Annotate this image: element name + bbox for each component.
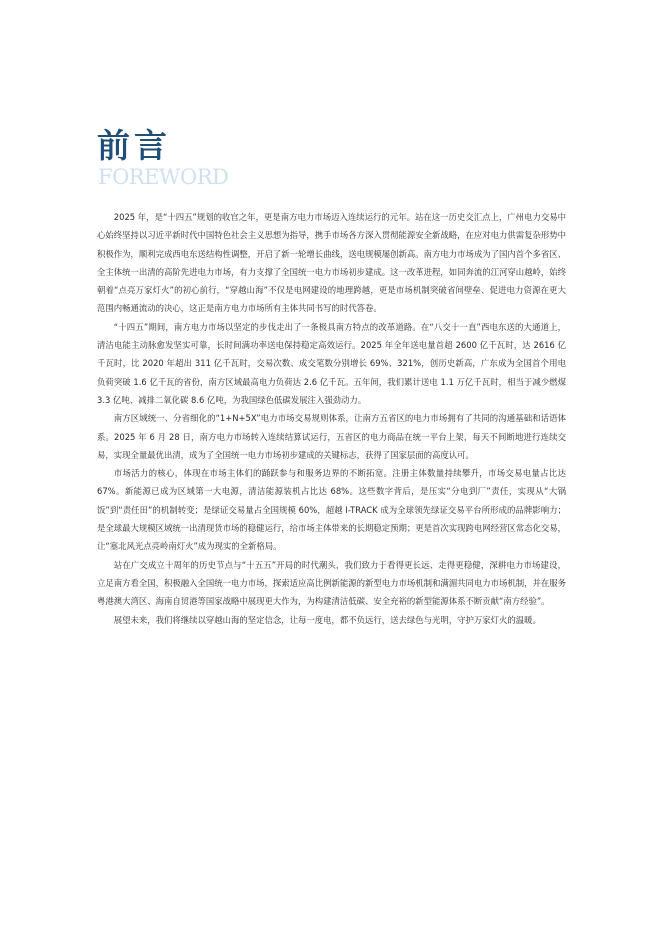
paragraph: “十四五”期间，南方电力市场以坚定的步伐走出了一条极具南方特点的改革道路。在“八交十一直”西电东送的大通道上，清洁电能主动脉愈发坚实可靠，长时间满功率送电保持稳定高效运行。2025 年全年送电量首超 2600 亿千瓦时，达 2616 亿千瓦时，比 2020 年超出 311 亿千瓦时，交易次数、成交笔数分别增长 69%、321%，创历史新高，广东成为全国首个用电负荷突破 1.6 亿千瓦的省份，南方区域最高电力负荷达 2.6 亿千瓦。五年间，我们累计送电 1.1 万亿千瓦时，相当于减少燃煤 3.3 亿吨、减排二氧化碳 8.6 亿吨，为我国绿色低碳发展注入强劲动力。 xyxy=(97,321,566,405)
paragraph: 南方区域统一、分省细化的“1+N+5X”电力市场交易规则体系，让南方五省区的电力市场拥有了共同的沟通基础和话语体系。2025 年 6 月 28 日，南方电力市场转入连续结算试运行，五省区的电力商品在统一平台上架，每天不间断地进行连续交易，实现全量最优出清，成为了全国统一电力市场初步建成的关键标志，获得了国家层面的高度认可。 xyxy=(97,413,566,460)
page-subtitle: FOREWORD xyxy=(98,165,229,189)
paragraph: 2025 年，是“十四五”规划的收官之年，更是南方电力市场迈入连续运行的元年。站在这一历史交汇点上，广州电力交易中心始终坚持以习近平新时代中国特色社会主义思想为指导，携手市场各方深入贯彻能源安全新战略，在应对电力供需复杂形势中积极作为，顺利完成西电东送结构性调整，开启了新一轮增长曲线，送电规模屡创新高。南方电力市场成为了国内首个多省区、全主体统一出清的高阶先进电力市场，有力支撑了全国统一电力市场初步建成。这一改革进程，如同奔流的江河穿山越岭，始终朝着“点亮万家灯火”的初心前行，“穿越山海”不仅是电网建设的地理跨越，更是市场机制突破省间壁垒、促进电力资源在更大范围内畅通流动的决心，这正是南方电力市场所有主体共同书写的时代答卷。 xyxy=(97,212,566,314)
paragraph: 展望未来，我们将继续以穿越山海的坚定信念，让每一度电，都不负远行，送去绿色与光明，守护万家灯火的温暖。 xyxy=(113,614,541,625)
page-title: 前言 xyxy=(97,126,171,165)
paragraph: 站在广交成立十周年的历史节点与“十五五”开局的时代潮头，我们致力于看得更长远、走得更稳健，深耕电力市场建设，立足南方看全国，积极融入全国统一电力市场，探索适应高比例新能源的新型电力市场机制和满湄共同电力市场机制，并在服务粤港澳大湾区、海南自贸港等国家战略中展现更大作为，为构建清洁低碳、安全充裕的新型能源体系不断贡献“南方经验”。 xyxy=(97,559,566,607)
foreword-body xyxy=(97,208,566,629)
paragraph: 市场活力的核心，体现在市场主体们的踊跃参与和服务边界的不断拓宽。注册主体数量持续攀升，市场交易电量占比达 67%。新能源已成为区域第一大电源，清洁能源装机占比达 68%。这些数字背后，是压实“分电到厂”责任，实现从“大锅饭”到“责任田”的机制转变；是绿证交易量占全国规模 60%，超越 I-TRACK 成为全球领先绿证交易平台所形成的品牌影响力；是全球最大规模区域统一出清现货市场的稳健运行，给市场主体带来的长期稳定预期；更是首次实现跨电网经营区常态化交易，让“塞北风光点亮岭南灯火”成为现实的全新格局。 xyxy=(97,468,566,552)
